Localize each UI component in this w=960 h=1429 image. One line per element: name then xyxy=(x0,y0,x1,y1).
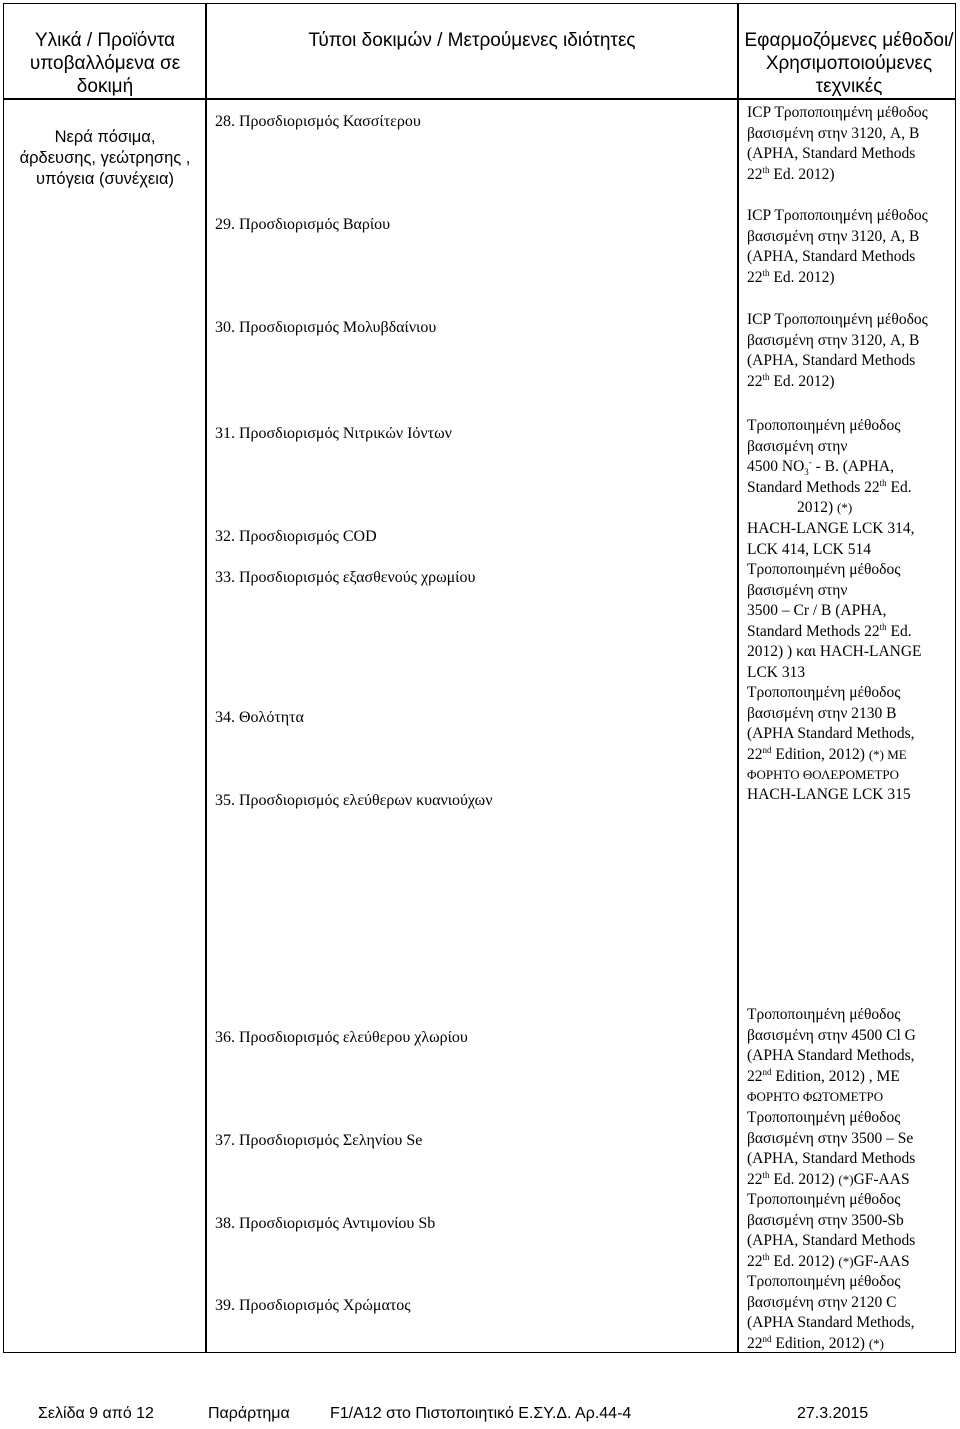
footer-page-number: Σελίδα 9 από 12 xyxy=(38,1405,154,1422)
test-33: 33. Προσδιορισμός εξασθενούς χρωμίου xyxy=(215,569,476,586)
method-line: ICP Τροποποιημένη μέθοδος xyxy=(747,207,928,224)
method-line: βασισμένη στην 2120 C xyxy=(747,1293,897,1311)
method-line: (APHA, Standard Methods xyxy=(747,352,916,369)
method-30 xyxy=(747,310,955,392)
material-line: υπόγεια (συνέχεια) xyxy=(35,170,174,188)
material-cell xyxy=(5,127,205,190)
test-39: 39. Προσδιορισμός Χρώματος xyxy=(215,1297,411,1314)
test-29: 29. Προσδιορισμός Βαρίου xyxy=(215,216,391,233)
method-line: (APHA Standard Methods, xyxy=(747,1047,915,1064)
column-divider-2 xyxy=(737,3,739,1353)
test-34: 34. Θολότητα xyxy=(215,709,304,726)
method-line: HACH-LANGE LCK 314, xyxy=(747,520,915,537)
method-line: Standard Methods 22th Ed. xyxy=(747,477,912,496)
method-line: LCK 414, LCK 514 xyxy=(747,540,871,558)
method-29 xyxy=(747,206,955,288)
test-37: 37. Προσδιορισμός Σεληνίου Se xyxy=(215,1132,423,1149)
method-line: ΦΟΡΗΤΟ ΦΩΤΟΜΕΤΡΟ xyxy=(747,1089,884,1104)
test-36: 36. Προσδιορισμός ελεύθερου χλωρίου xyxy=(215,1029,468,1046)
method-37 xyxy=(747,1108,955,1190)
material-line: Νερά πόσιμα, xyxy=(54,128,156,146)
method-line: βασισμένη στην 3120, A, B xyxy=(747,331,920,349)
method-31 xyxy=(747,416,955,519)
method-line: (APHA, Standard Methods xyxy=(747,145,916,162)
method-33 xyxy=(747,560,955,683)
method-line: βασισμένη στην xyxy=(747,437,848,455)
header-methods-line: Εφαρμοζόμενες μέθοδοι/ xyxy=(744,30,954,51)
method-line: 22th Ed. 2012) xyxy=(747,371,835,390)
method-32 xyxy=(747,519,955,560)
method-line: βασισμένη στην 3120, A, B xyxy=(747,124,920,142)
method-line: 4500 $NO_3^-$ - B. (APHA, xyxy=(747,456,895,478)
method-line: Τροποποιημένη μέθοδος xyxy=(747,417,901,434)
method-line: 22th Ed. 2012) xyxy=(747,267,835,286)
method-line: Standard Methods 22th Ed. xyxy=(747,621,912,640)
method-line: βασισμένη στην xyxy=(747,581,848,599)
method-line: (APHA, Standard Methods xyxy=(747,1150,916,1167)
method-line: HACH-LANGE LCK 315 xyxy=(747,786,911,803)
method-36 xyxy=(747,1005,955,1108)
method-line: Τροποποιημένη μέθοδος xyxy=(747,1109,901,1126)
method-34 xyxy=(747,683,955,786)
test-35: 35. Προσδιορισμός ελεύθερων κυανιούχων xyxy=(215,792,493,809)
method-line: (APHA Standard Methods, xyxy=(747,725,915,742)
method-line: 22nd Edition, 2012) (*) xyxy=(747,1333,884,1352)
header-methods xyxy=(739,29,959,98)
test-30: 30. Προσδιορισμός Μολυβδαίνιου xyxy=(215,319,437,336)
method-line: βασισμένη στην 2130 B xyxy=(747,704,897,722)
header-materials xyxy=(5,29,205,98)
header-methods-line: τεχνικές xyxy=(815,76,883,97)
method-line: 22nd Edition, 2012) (*) ΜΕ xyxy=(747,744,907,763)
footer-date: 27.3.2015 xyxy=(797,1405,869,1422)
column-divider-1 xyxy=(205,3,207,1353)
method-line: Τροποποιημένη μέθοδος xyxy=(747,561,901,578)
method-line: ICP Τροποποιημένη μέθοδος xyxy=(747,311,928,328)
method-line: 22nd Edition, 2012) , ΜΕ xyxy=(747,1066,900,1085)
method-line: (APHA, Standard Methods xyxy=(747,248,916,265)
method-line: (APHA Standard Methods, xyxy=(747,1314,915,1331)
method-35 xyxy=(747,785,955,806)
method-line: Τροποποιημένη μέθοδος xyxy=(747,1006,901,1023)
method-line: 2012) (*) xyxy=(797,499,853,516)
material-line: άρδευσης, γεώτρησης , xyxy=(19,149,191,167)
method-line: LCK 313 xyxy=(747,663,806,681)
method-line: 2012) ) και HACH-LANGE xyxy=(747,643,922,660)
method-38 xyxy=(747,1190,955,1272)
method-line: 22th Ed. 2012) xyxy=(747,164,835,183)
footer-certificate: F1/A12 στο Πιστοποιητικό Ε.ΣΥ.Δ. Αρ.44-4 xyxy=(330,1405,632,1422)
method-line: ICP Τροποποιημένη μέθοδος xyxy=(747,104,928,121)
test-38: 38. Προσδιορισμός Αντιμονίου Sb xyxy=(215,1215,436,1232)
method-line: ΦΟΡΗΤΟ ΘΟΛΕΡΟΜΕΤΡΟ xyxy=(747,767,900,782)
method-line: βασισμένη στην 3500-Sb xyxy=(747,1211,904,1229)
method-line: βασισμένη στην 4500 Cl G xyxy=(747,1026,916,1044)
header-materials-line: Υλικά / Προϊόντα xyxy=(34,30,176,51)
header-tests-line: Τύποι δοκιμών / Μετρούμενες ιδιότητες xyxy=(308,30,636,51)
header-rule xyxy=(3,98,956,100)
header-materials-line: δοκιμή xyxy=(76,76,134,97)
header-methods-line: Χρησιμοποιούμενες xyxy=(765,53,933,74)
method-line: 3500 – Cr / B (APHA, xyxy=(747,602,887,619)
header-tests xyxy=(207,29,737,52)
method-39 xyxy=(747,1272,955,1354)
method-line: 22th Ed. 2012) (*)GF-AAS xyxy=(747,1251,910,1270)
method-line: Τροποποιημένη μέθοδος xyxy=(747,1273,901,1290)
test-28: 28. Προσδιορισμός Κασσίτερου xyxy=(215,113,421,130)
footer-annex: Παράρτημα xyxy=(208,1405,290,1422)
method-line: βασισμένη στην 3120, A, B xyxy=(747,227,920,245)
test-32: 32. Προσδιορισμός COD xyxy=(215,528,377,545)
method-line: Τροποποιημένη μέθοδος xyxy=(747,684,901,701)
method-line: 22th Ed. 2012) (*)GF-AAS xyxy=(747,1169,910,1188)
method-28 xyxy=(747,103,955,185)
test-31: 31. Προσδιορισμός Νιτρικών Ιόντων xyxy=(215,425,452,442)
method-line: βασισμένη στην 3500 – Se xyxy=(747,1129,914,1147)
method-line: Τροποποιημένη μέθοδος xyxy=(747,1191,901,1208)
header-materials-line: υποβαλλόμενα σε xyxy=(29,53,181,74)
method-line: (APHA, Standard Methods xyxy=(747,1232,916,1249)
